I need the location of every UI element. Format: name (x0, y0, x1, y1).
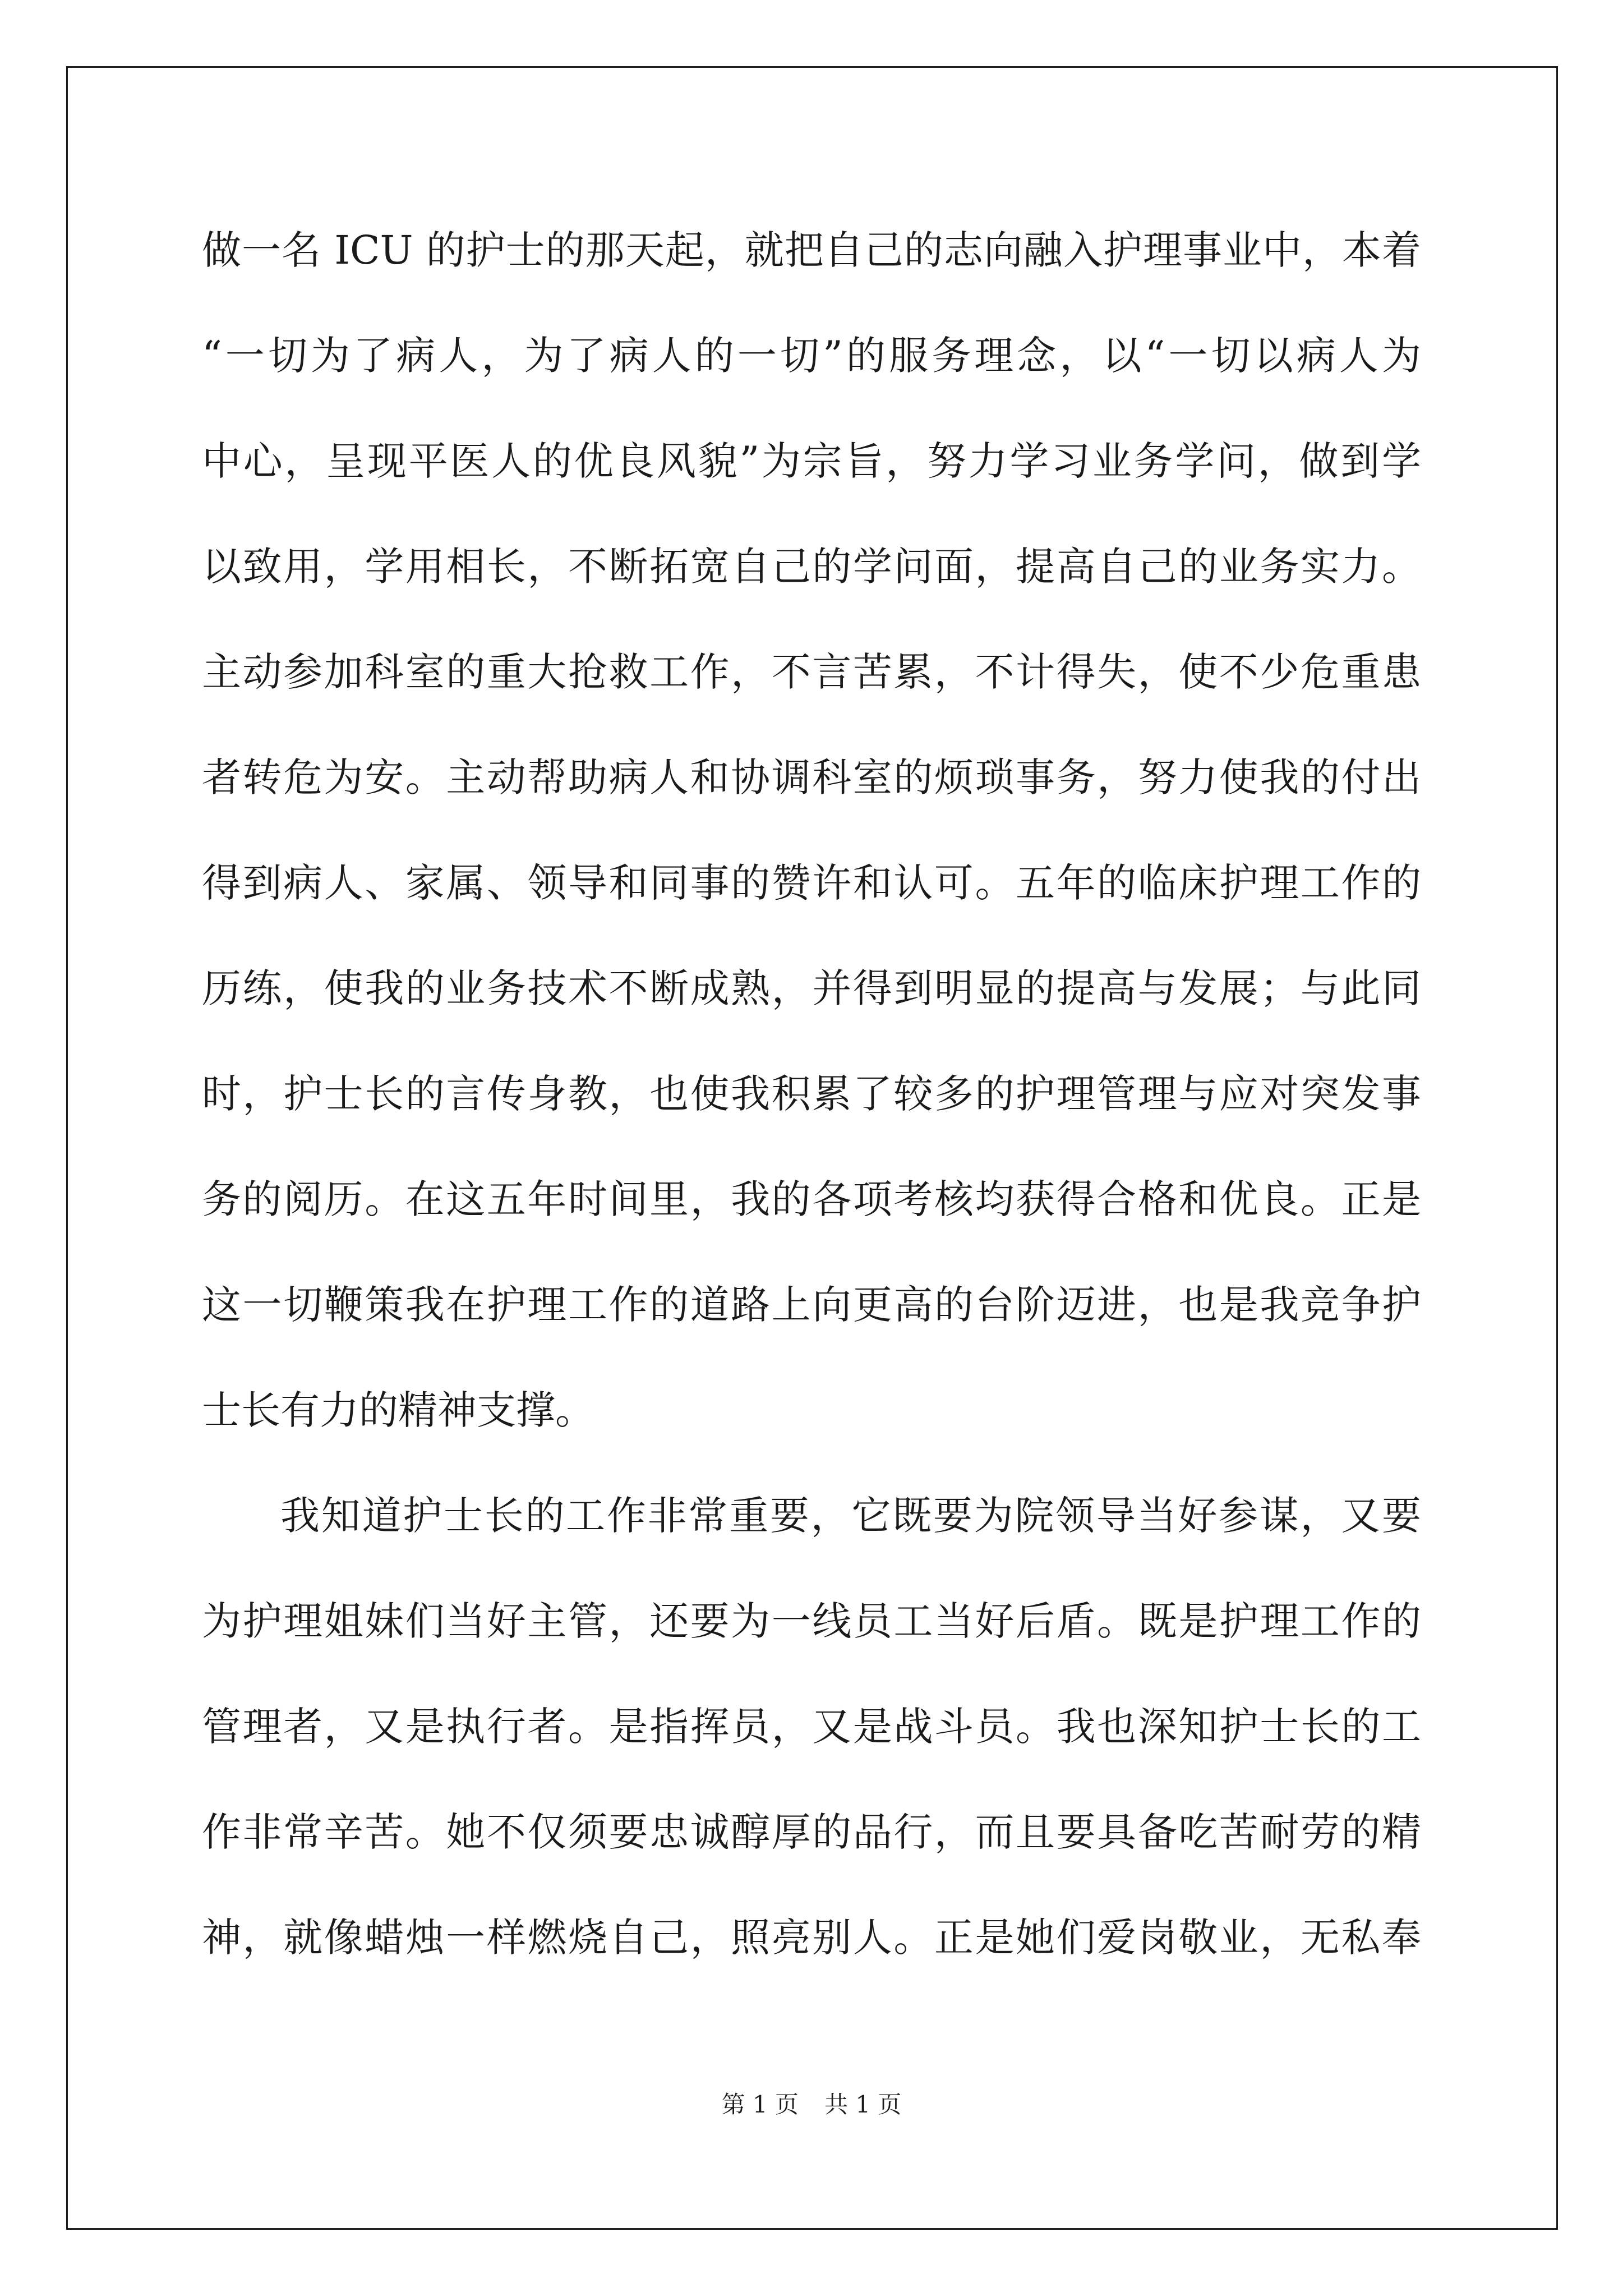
text-line-paragraph-start: 我知道护士长的工作非常重要，它既要为院领导当好参谋，又要 (280, 1493, 1421, 1539)
text-line: 主动参加科室的重大抢救工作，不言苦累，不计得失，使不少危重患 (202, 649, 1421, 695)
text-line: 得到病人、家属、领导和同事的赞许和认可。五年的临床护理工作的 (202, 860, 1421, 906)
text-line: “一切为了病人，为了病人的一切”的服务理念，以“一切以病人为 (202, 333, 1421, 379)
text-line: 时，护士长的言传身教，也使我积累了较多的护理管理与应对突发事 (202, 1071, 1421, 1117)
document-body (202, 217, 1421, 2009)
text-line: 管理者，又是执行者。是指挥员，又是战斗员。我也深知护士长的工 (202, 1704, 1421, 1750)
text-line: 中心，呈现平医人的优良风貌”为宗旨，努力学习业务学问，做到学 (202, 438, 1421, 484)
page-number: 第 1 页 (721, 2091, 799, 2118)
text-line: 务的阅历。在这五年时间里，我的各项考核均获得合格和优良。正是 (202, 1176, 1421, 1222)
text-line: 作非常辛苦。她不仅须要忠诚醇厚的品行，而且要具备吃苦耐劳的精 (202, 1809, 1421, 1855)
text-line: 这一切鞭策我在护理工作的道路上向更高的台阶迈进，也是我竞争护 (202, 1282, 1421, 1328)
page-footer (0, 2088, 1623, 2122)
page-total: 共 1 页 (824, 2091, 902, 2118)
text-line: 做一名 ICU 的护士的那天起，就把自己的志向融入护理事业中，本着 (202, 227, 1421, 273)
text-line: 神，就像蜡烛一样燃烧自己，照亮别人。正是她们爱岗敬业，无私奉 (202, 1915, 1421, 1961)
text-line: 为护理姐妹们当好主管，还要为一线员工当好后盾。既是护理工作的 (202, 1598, 1421, 1644)
text-line-paragraph-end: 士长有力的精神支撑。 (202, 1387, 594, 1433)
text-line: 历练，使我的业务技术不断成熟，并得到明显的提高与发展；与此同 (202, 965, 1421, 1011)
text-line: 者转危为安。主动帮助病人和协调科室的烦琐事务，努力使我的付出 (202, 754, 1421, 800)
text-line: 以致用，学用相长，不断拓宽自己的学问面，提高自己的业务实力。 (202, 544, 1421, 590)
